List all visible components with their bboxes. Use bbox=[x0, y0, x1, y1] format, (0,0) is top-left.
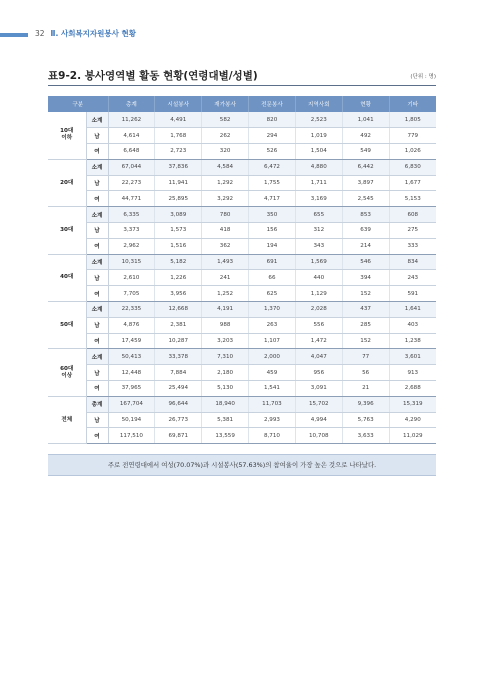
table-cell: 1,252 bbox=[202, 286, 249, 302]
row-sub-label: 소계 bbox=[86, 159, 108, 175]
table-cell: 394 bbox=[342, 270, 389, 286]
table-cell: 1,238 bbox=[389, 333, 436, 349]
data-table bbox=[48, 96, 436, 444]
table-cell: 312 bbox=[295, 223, 342, 239]
table-row bbox=[48, 333, 436, 349]
table-cell: 1,805 bbox=[389, 112, 436, 128]
row-sub-label: 남 bbox=[86, 412, 108, 428]
table-cell: 608 bbox=[389, 207, 436, 223]
table-cell: 7,310 bbox=[202, 349, 249, 365]
table-cell: 152 bbox=[342, 286, 389, 302]
table-cell: 15,702 bbox=[295, 396, 342, 412]
table-cell: 459 bbox=[249, 365, 296, 381]
table-cell: 50,194 bbox=[108, 412, 155, 428]
column-header: 총계 bbox=[108, 96, 155, 112]
table-cell: 6,648 bbox=[108, 144, 155, 160]
table-cell: 117,510 bbox=[108, 428, 155, 444]
table-cell: 1,541 bbox=[249, 381, 296, 397]
table-cell: 8,710 bbox=[249, 428, 296, 444]
table-cell: 1,226 bbox=[155, 270, 202, 286]
row-sub-label: 여 bbox=[86, 286, 108, 302]
table-cell: 834 bbox=[389, 254, 436, 270]
table-cell: 2,962 bbox=[108, 238, 155, 254]
table-cell: 44,771 bbox=[108, 191, 155, 207]
table-cell: 526 bbox=[249, 144, 296, 160]
table-cell: 4,584 bbox=[202, 159, 249, 175]
table-cell: 556 bbox=[295, 317, 342, 333]
table-cell: 2,000 bbox=[249, 349, 296, 365]
table-cell: 156 bbox=[249, 223, 296, 239]
table-cell: 194 bbox=[249, 238, 296, 254]
table-cell: 6,442 bbox=[342, 159, 389, 175]
table-row bbox=[48, 191, 436, 207]
table-cell: 262 bbox=[202, 128, 249, 144]
table-cell: 167,704 bbox=[108, 396, 155, 412]
table-cell: 655 bbox=[295, 207, 342, 223]
table-cell: 66 bbox=[249, 270, 296, 286]
row-sub-label: 소계 bbox=[86, 254, 108, 270]
table-cell: 243 bbox=[389, 270, 436, 286]
table-row bbox=[48, 128, 436, 144]
table-cell: 1,711 bbox=[295, 175, 342, 191]
row-sub-label: 남 bbox=[86, 223, 108, 239]
column-header: 전문봉사 bbox=[249, 96, 296, 112]
table-cell: 50,413 bbox=[108, 349, 155, 365]
table-cell: 691 bbox=[249, 254, 296, 270]
column-header: 지역사회 bbox=[295, 96, 342, 112]
table-cell: 5,763 bbox=[342, 412, 389, 428]
table-cell: 15,319 bbox=[389, 396, 436, 412]
table-cell: 11,029 bbox=[389, 428, 436, 444]
table-cell: 9,396 bbox=[342, 396, 389, 412]
table-cell: 3,956 bbox=[155, 286, 202, 302]
table-cell: 779 bbox=[389, 128, 436, 144]
row-sub-label: 소계 bbox=[86, 207, 108, 223]
table-cell: 6,472 bbox=[249, 159, 296, 175]
table-cell: 418 bbox=[202, 223, 249, 239]
table-cell: 3,897 bbox=[342, 175, 389, 191]
table-cell: 5,130 bbox=[202, 381, 249, 397]
table-cell: 6,335 bbox=[108, 207, 155, 223]
row-sub-label: 남 bbox=[86, 128, 108, 144]
table-row bbox=[48, 428, 436, 444]
table-row bbox=[48, 412, 436, 428]
table-cell: 820 bbox=[249, 112, 296, 128]
table-cell: 780 bbox=[202, 207, 249, 223]
table-cell: 25,895 bbox=[155, 191, 202, 207]
column-header: 시설봉사 bbox=[155, 96, 202, 112]
table-cell: 13,559 bbox=[202, 428, 249, 444]
table-cell: 3,601 bbox=[389, 349, 436, 365]
column-header: 재가봉사 bbox=[202, 96, 249, 112]
row-sub-label: 여 bbox=[86, 428, 108, 444]
row-sub-label: 남 bbox=[86, 317, 108, 333]
table-cell: 1,019 bbox=[295, 128, 342, 144]
row-sub-label: 남 bbox=[86, 175, 108, 191]
section-title: Ⅱ. 사회복지자원봉사 현황 bbox=[50, 29, 137, 38]
row-group-label: 60대 이상 bbox=[48, 349, 86, 396]
table-cell: 437 bbox=[342, 302, 389, 318]
table-cell: 2,723 bbox=[155, 144, 202, 160]
table-cell: 492 bbox=[342, 128, 389, 144]
table-cell: 1,504 bbox=[295, 144, 342, 160]
table-cell: 1,370 bbox=[249, 302, 296, 318]
row-sub-label: 소계 bbox=[86, 349, 108, 365]
table-cell: 549 bbox=[342, 144, 389, 160]
table-row bbox=[48, 381, 436, 397]
table-cell: 96,644 bbox=[155, 396, 202, 412]
table-row bbox=[48, 223, 436, 239]
table-cell: 1,129 bbox=[295, 286, 342, 302]
table-row bbox=[48, 207, 436, 223]
table-cell: 263 bbox=[249, 317, 296, 333]
table-cell: 17,459 bbox=[108, 333, 155, 349]
table-row bbox=[48, 349, 436, 365]
table-cell: 12,448 bbox=[108, 365, 155, 381]
row-sub-label: 소계 bbox=[86, 112, 108, 128]
table-cell: 2,523 bbox=[295, 112, 342, 128]
row-sub-label: 여 bbox=[86, 191, 108, 207]
table-cell: 26,773 bbox=[155, 412, 202, 428]
row-group-label: 전체 bbox=[48, 396, 86, 443]
table-cell: 4,717 bbox=[249, 191, 296, 207]
table-cell: 1,041 bbox=[342, 112, 389, 128]
row-sub-label: 총계 bbox=[86, 396, 108, 412]
row-sub-label: 여 bbox=[86, 381, 108, 397]
table-cell: 3,203 bbox=[202, 333, 249, 349]
header-accent-bar bbox=[0, 33, 28, 37]
table-row bbox=[48, 286, 436, 302]
row-group-label: 10대 이하 bbox=[48, 112, 86, 159]
column-header: 현황 bbox=[342, 96, 389, 112]
table-cell: 11,262 bbox=[108, 112, 155, 128]
table-row bbox=[48, 254, 436, 270]
table-cell: 37,965 bbox=[108, 381, 155, 397]
table-cell: 333 bbox=[389, 238, 436, 254]
row-group-label: 30대 bbox=[48, 207, 86, 254]
table-row bbox=[48, 175, 436, 191]
table-cell: 3,091 bbox=[295, 381, 342, 397]
table-cell: 4,290 bbox=[389, 412, 436, 428]
table-cell: 21 bbox=[342, 381, 389, 397]
table-cell: 625 bbox=[249, 286, 296, 302]
table-cell: 956 bbox=[295, 365, 342, 381]
table-cell: 1,677 bbox=[389, 175, 436, 191]
table-cell: 33,378 bbox=[155, 349, 202, 365]
table-cell: 1,026 bbox=[389, 144, 436, 160]
table-row bbox=[48, 302, 436, 318]
table-cell: 853 bbox=[342, 207, 389, 223]
table-cell: 4,614 bbox=[108, 128, 155, 144]
table-cell: 343 bbox=[295, 238, 342, 254]
table-cell: 3,292 bbox=[202, 191, 249, 207]
table-cell: 1,472 bbox=[295, 333, 342, 349]
unit-label: (단위 : 명) bbox=[410, 74, 436, 80]
row-sub-label: 여 bbox=[86, 238, 108, 254]
column-header: 구분 bbox=[48, 96, 108, 112]
table-cell: 11,703 bbox=[249, 396, 296, 412]
table-cell: 22,273 bbox=[108, 175, 155, 191]
table-row bbox=[48, 317, 436, 333]
table-cell: 241 bbox=[202, 270, 249, 286]
table-cell: 1,516 bbox=[155, 238, 202, 254]
table-cell: 77 bbox=[342, 349, 389, 365]
table-cell: 1,755 bbox=[249, 175, 296, 191]
table-cell: 4,047 bbox=[295, 349, 342, 365]
table-row bbox=[48, 159, 436, 175]
table-cell: 913 bbox=[389, 365, 436, 381]
row-group-label: 40대 bbox=[48, 254, 86, 301]
table-cell: 1,292 bbox=[202, 175, 249, 191]
table-cell: 2,688 bbox=[389, 381, 436, 397]
table-cell: 320 bbox=[202, 144, 249, 160]
table-cell: 3,633 bbox=[342, 428, 389, 444]
table-cell: 10,287 bbox=[155, 333, 202, 349]
table-cell: 11,941 bbox=[155, 175, 202, 191]
table-cell: 12,668 bbox=[155, 302, 202, 318]
table-cell: 4,191 bbox=[202, 302, 249, 318]
table-cell: 1,493 bbox=[202, 254, 249, 270]
table-cell: 25,494 bbox=[155, 381, 202, 397]
table-cell: 214 bbox=[342, 238, 389, 254]
table-cell: 2,993 bbox=[249, 412, 296, 428]
table-cell: 18,940 bbox=[202, 396, 249, 412]
table-cell: 3,373 bbox=[108, 223, 155, 239]
table-cell: 10,315 bbox=[108, 254, 155, 270]
table-cell: 350 bbox=[249, 207, 296, 223]
table-row bbox=[48, 270, 436, 286]
table-cell: 582 bbox=[202, 112, 249, 128]
table-cell: 546 bbox=[342, 254, 389, 270]
table-cell: 285 bbox=[342, 317, 389, 333]
table-cell: 403 bbox=[389, 317, 436, 333]
table-cell: 56 bbox=[342, 365, 389, 381]
table-row bbox=[48, 365, 436, 381]
table-cell: 591 bbox=[389, 286, 436, 302]
table-cell: 1,768 bbox=[155, 128, 202, 144]
row-group-label: 50대 bbox=[48, 302, 86, 349]
table-row bbox=[48, 396, 436, 412]
table-cell: 2,545 bbox=[342, 191, 389, 207]
table-cell: 4,880 bbox=[295, 159, 342, 175]
table-cell: 5,153 bbox=[389, 191, 436, 207]
table-cell: 988 bbox=[202, 317, 249, 333]
page-number: 32 bbox=[35, 29, 45, 38]
table-cell: 4,876 bbox=[108, 317, 155, 333]
table-cell: 67,044 bbox=[108, 159, 155, 175]
table-cell: 5,182 bbox=[155, 254, 202, 270]
table-cell: 1,641 bbox=[389, 302, 436, 318]
table-cell: 2,381 bbox=[155, 317, 202, 333]
table-cell: 440 bbox=[295, 270, 342, 286]
table-cell: 6,830 bbox=[389, 159, 436, 175]
table-cell: 4,491 bbox=[155, 112, 202, 128]
table-cell: 3,169 bbox=[295, 191, 342, 207]
row-sub-label: 여 bbox=[86, 333, 108, 349]
table-title: 표9-2. 봉사영역별 활동 현황(연령대별/성별) bbox=[48, 70, 258, 82]
table-cell: 37,836 bbox=[155, 159, 202, 175]
table-cell: 2,610 bbox=[108, 270, 155, 286]
row-sub-label: 남 bbox=[86, 365, 108, 381]
table-cell: 152 bbox=[342, 333, 389, 349]
table-cell: 22,335 bbox=[108, 302, 155, 318]
table-cell: 1,107 bbox=[249, 333, 296, 349]
table-row bbox=[48, 144, 436, 160]
row-group-label: 20대 bbox=[48, 159, 86, 206]
row-sub-label: 여 bbox=[86, 144, 108, 160]
table-cell: 10,708 bbox=[295, 428, 342, 444]
table-cell: 7,705 bbox=[108, 286, 155, 302]
table-cell: 3,089 bbox=[155, 207, 202, 223]
table-row bbox=[48, 238, 436, 254]
table-cell: 1,569 bbox=[295, 254, 342, 270]
table-row bbox=[48, 112, 436, 128]
table-cell: 2,028 bbox=[295, 302, 342, 318]
table-cell: 69,871 bbox=[155, 428, 202, 444]
summary-note: 주로 전연령대에서 여성(70.07%)과 시설봉사(57.63%)의 참여율이 가장 높은 것으로 나타났다. bbox=[48, 454, 436, 476]
table-cell: 362 bbox=[202, 238, 249, 254]
table-header-row bbox=[48, 96, 436, 112]
table-cell: 639 bbox=[342, 223, 389, 239]
row-sub-label: 남 bbox=[86, 270, 108, 286]
table-cell: 7,884 bbox=[155, 365, 202, 381]
column-header: 기타 bbox=[389, 96, 436, 112]
table-cell: 275 bbox=[389, 223, 436, 239]
title-divider bbox=[48, 85, 436, 86]
table-cell: 4,994 bbox=[295, 412, 342, 428]
table-cell: 2,180 bbox=[202, 365, 249, 381]
table-cell: 1,573 bbox=[155, 223, 202, 239]
running-header bbox=[35, 28, 136, 39]
table-cell: 294 bbox=[249, 128, 296, 144]
row-sub-label: 소계 bbox=[86, 302, 108, 318]
table-cell: 5,381 bbox=[202, 412, 249, 428]
